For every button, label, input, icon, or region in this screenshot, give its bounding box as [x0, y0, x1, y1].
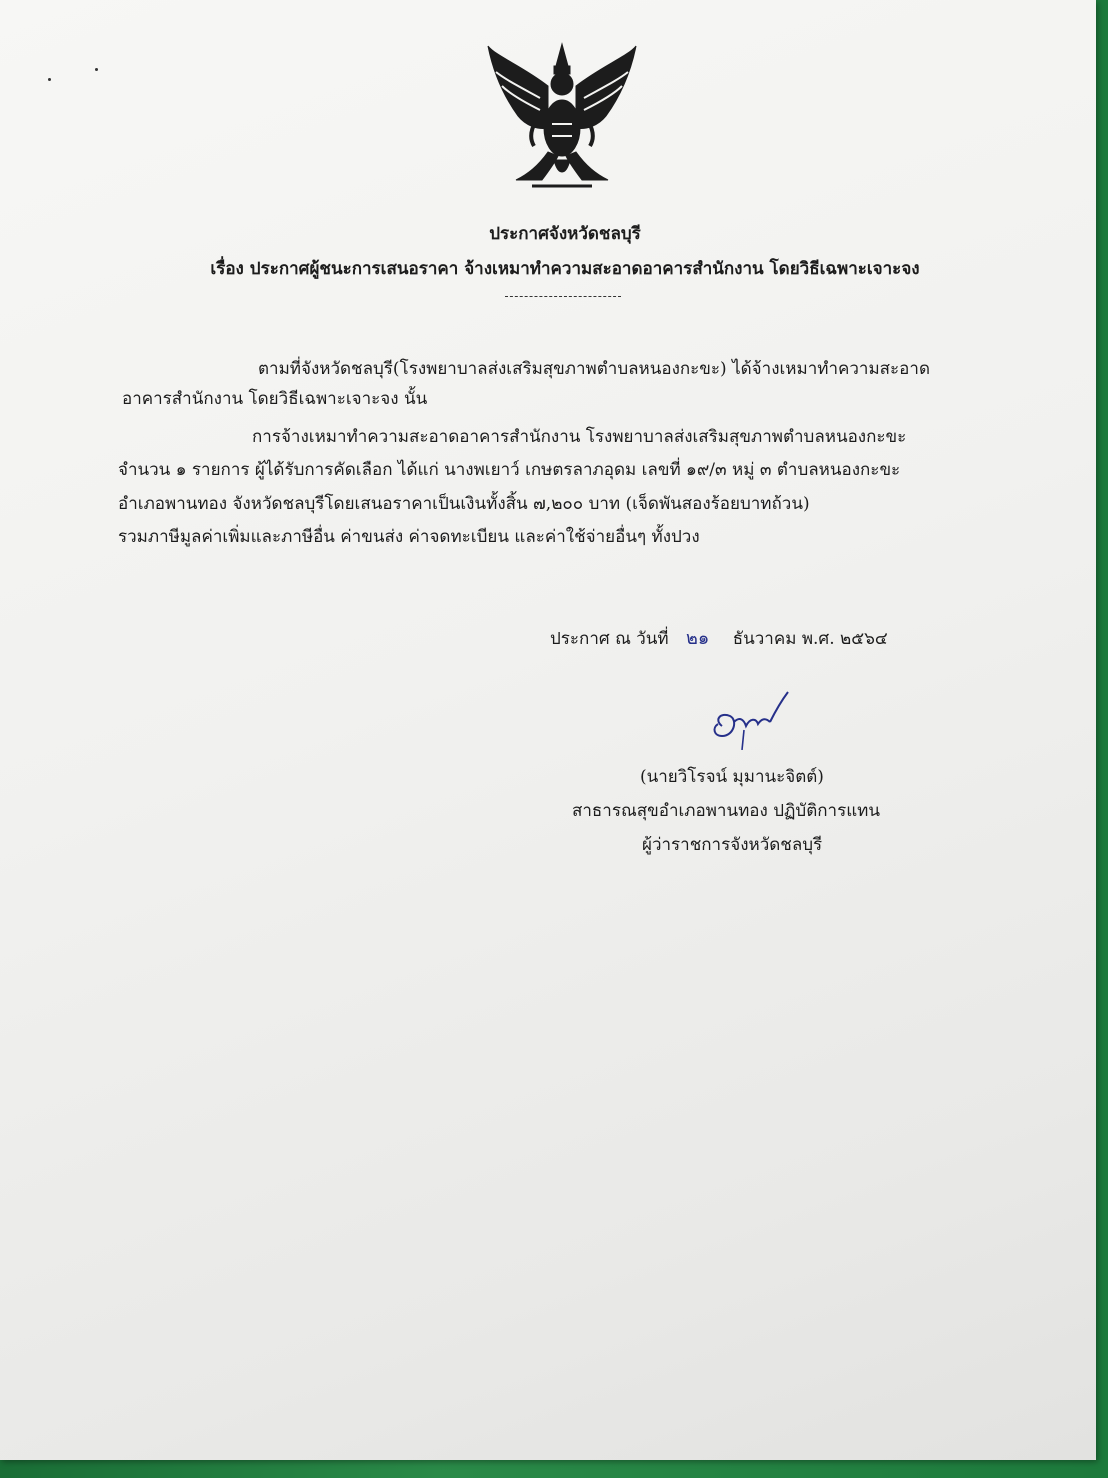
paper-speck	[95, 68, 98, 71]
paper-speck	[48, 78, 51, 81]
date-day-handwritten: ๒๑	[686, 628, 710, 649]
signature-icon	[700, 690, 800, 750]
garuda-emblem-icon	[482, 36, 642, 196]
date-month-year: ธันวาคม พ.ศ. ๒๕๖๔	[732, 629, 888, 649]
date-prefix: ประกาศ ณ วันที่	[550, 629, 669, 649]
announcement-subject: เรื่อง ประกาศผู้ชนะการเสนอราคา จ้างเหมาทำความสะอาดอาคารสำนักงาน โดยวิธีเฉพาะเจาะจง	[210, 259, 920, 279]
announcement-date	[550, 623, 888, 652]
signatory-position: สาธารณสุขอำเภอพานทอง ปฏิบัติการแทน	[572, 801, 881, 821]
body-line: การจ้างเหมาทำความสะอาดอาคารสำนักงาน โรงพยาบาลส่งเสริมสุขภาพตำบลหนองกะขะ	[252, 427, 907, 447]
body-line: รวมภาษีมูลค่าเพิ่มและภาษีอื่น ค่าขนส่ง ค่าจดทะเบียน และค่าใช้จ่ายอื่นๆ ทั้งปวง	[118, 527, 700, 547]
title-separator	[505, 296, 621, 297]
body-line: อาคารสำนักงาน โดยวิธีเฉพาะเจาะจง นั้น	[122, 389, 428, 409]
announcement-title: ประกาศจังหวัดชลบุรี	[489, 224, 641, 244]
body-line: ตามที่จังหวัดชลบุรี(โรงพยาบาลส่งเสริมสุขภาพตำบลหนองกะขะ) ได้จ้างเหมาทำความสะอาด	[258, 359, 930, 379]
body-line: อำเภอพานทอง จังหวัดชลบุรีโดยเสนอราคาเป็นเงินทั้งสิ้น ๗,๒๐๐ บาท (เจ็ดพันสองร้อยบาทถ้วน)	[118, 494, 810, 514]
signatory-name: (นายวิโรจน์ มุมานะจิตต์)	[640, 767, 824, 787]
body-line: จำนวน ๑ รายการ ผู้ได้รับการคัดเลือก ได้แก่ นางพเยาว์ เกษตรลาภอุดม เลขที่ ๑๙/๓ หมู่ ๓ ตำบลหนองกะขะ	[118, 460, 901, 480]
signatory-acting-for: ผู้ว่าราชการจังหวัดชลบุรี	[642, 835, 823, 855]
